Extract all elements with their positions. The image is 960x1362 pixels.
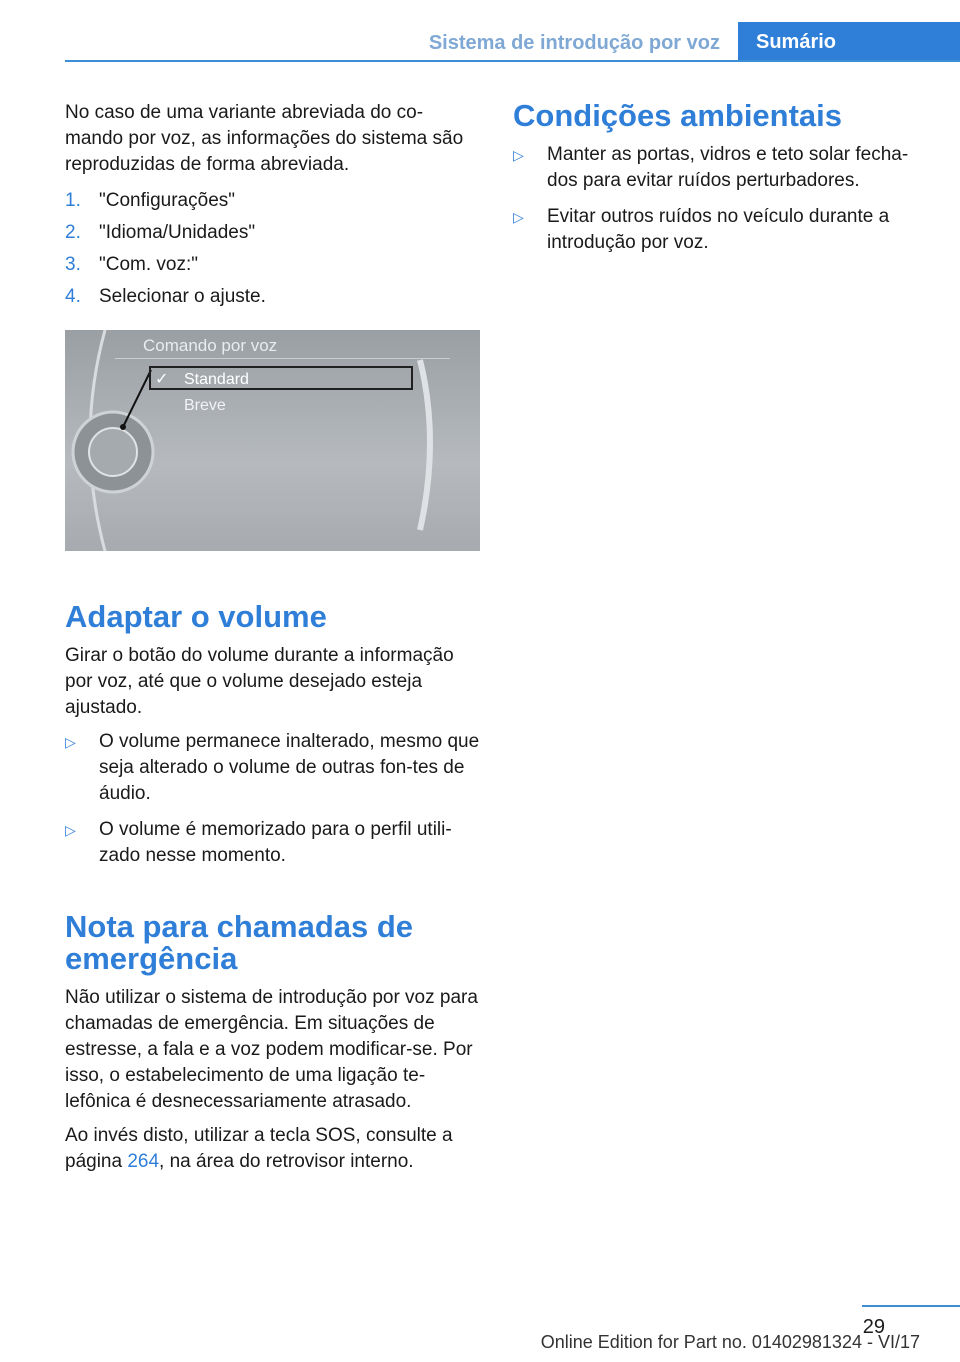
volume-paragraph: Girar o botão do volume durante a informação por voz, até que o volume desejado esteja ajustado. [65, 645, 454, 718]
idrive-screen-image [65, 330, 480, 551]
header-section-title: Sistema de introdução por voz [428, 32, 720, 54]
list-item: 3. "Com. voz:" [65, 254, 199, 275]
environment-bullets [513, 142, 928, 256]
checkmark-icon: ✓ [155, 371, 169, 388]
page-link[interactable]: 264 [127, 1151, 160, 1172]
emergency-paragraph: Não utilizar o sistema de introdução por voz para chamadas de emergência. Em situações de estresse, a fala e a voz podem modificar-se. Por isso, o estabelecimento de uma ligação te-lefônica é desnecessariamente atrasado. [65, 987, 478, 1112]
list-item: ▷ Evitar outros ruídos no veículo durante a introdução por voz. [513, 204, 928, 256]
triangle-bullet-icon: ▷ [65, 734, 76, 750]
volume-heading: Adaptar o volume [65, 599, 327, 634]
emergency-heading: Nota para chamadas de emergência [65, 909, 414, 976]
divider [115, 358, 450, 359]
list-item: ▷ Manter as portas, vidros e teto solar fecha-dos para evitar ruídos perturbadores. [513, 142, 928, 194]
environment-heading: Condições ambientais [513, 98, 843, 133]
list-item: 2. "Idioma/Unidades" [65, 222, 256, 243]
list-item: 4. Selecionar o ajuste. [65, 286, 266, 307]
contents-tab[interactable]: Sumário [738, 22, 960, 62]
triangle-bullet-icon: ▷ [513, 209, 524, 225]
emergency-sos-paragraph: Ao invés disto, utilizar a tecla SOS, consulte a página 264, na área do retrovisor interno. [65, 1125, 453, 1172]
footer-rule [862, 1305, 960, 1307]
list-item: ▷ O volume é memorizado para o perfil utili-zado nesse momento. [65, 817, 480, 869]
intro-paragraph: No caso de uma variante abreviada do co-mando por voz, as informações do sistema são reproduzidas de forma abreviada. [65, 102, 464, 175]
header-rule [65, 60, 960, 62]
list-item: 1. "Configurações" [65, 190, 236, 211]
triangle-bullet-icon: ▷ [65, 822, 76, 838]
controller-knob-graphic [65, 330, 480, 551]
steps-list [65, 188, 480, 310]
option-standard: Standard [184, 371, 249, 388]
list-item: ▷ O volume permanece inalterado, mesmo que seja alterado o volume de outras fon-tes de áudio. [65, 729, 480, 807]
page-number: 29 [862, 1316, 885, 1338]
edition-footer: Online Edition for Part no. 01402981324 - VI/17 [540, 1332, 920, 1352]
screen-title: Comando por voz [143, 336, 278, 355]
triangle-bullet-icon: ▷ [513, 147, 524, 163]
volume-bullets [65, 729, 480, 869]
right-column [513, 100, 928, 266]
option-breve: Breve [184, 397, 226, 414]
left-column [65, 100, 480, 1183]
